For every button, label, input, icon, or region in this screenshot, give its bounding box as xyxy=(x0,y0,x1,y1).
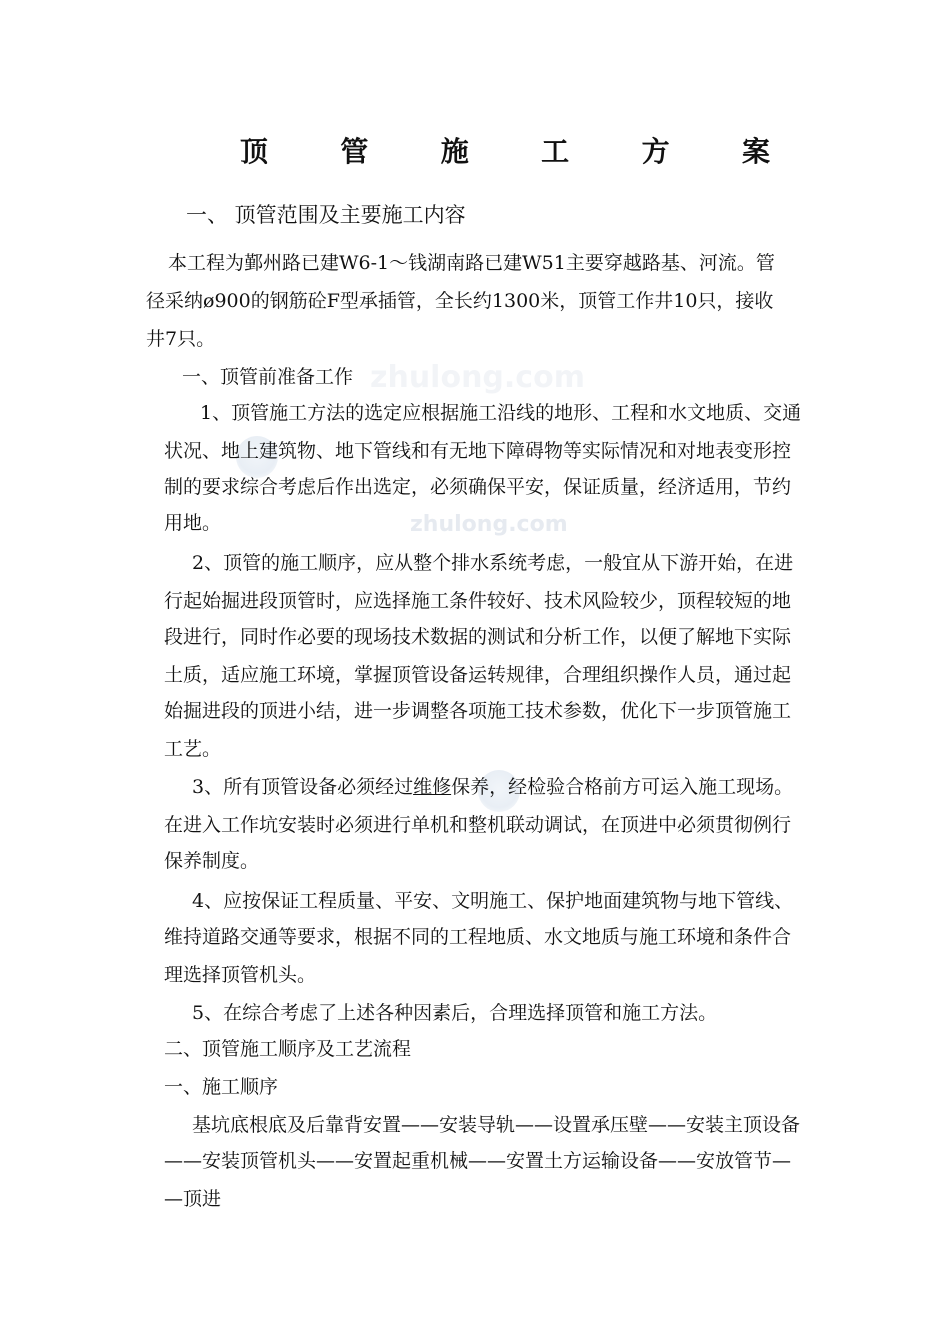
subsection-heading: 一、顶管前准备工作 xyxy=(182,366,354,388)
document-title xyxy=(240,130,770,170)
paragraph-line xyxy=(192,768,793,806)
paragraph-line: 用地。 xyxy=(164,512,222,534)
title-char: 管 xyxy=(340,135,369,168)
intro-line: 井7只。 xyxy=(146,328,216,350)
paragraph-line: 理选择顶管机头。 xyxy=(164,964,317,986)
paragraph-line: 状况、地上建筑物、地下管线和有无地下障碍物等实际情况和对地表变形控 xyxy=(164,440,792,462)
paragraph-line: 2、顶管的施工顺序，应从整个排水系统考虑，一般宜从下游开始，在进 xyxy=(192,552,794,574)
intro-line: 本工程为鄞州路已建W6-1～钱湖南路已建W51主要穿越路基、河流。管 xyxy=(168,252,775,274)
title-char: 施 xyxy=(440,135,469,168)
paragraph-line: 始掘进段的顶进小结，进一步调整各项施工技术参数，优化下一步顶管施工 xyxy=(164,700,792,722)
paragraph-line: ——安装顶管机头——安置起重机械——安置土方运输设备——安放管节— xyxy=(164,1150,792,1172)
paragraph-line: 维持道路交通等要求，根据不同的工程地质、水文地质与施工环境和条件合 xyxy=(164,926,792,948)
underlined-term: 维修 xyxy=(413,776,452,798)
paragraph-line: 保养制度。 xyxy=(164,850,260,872)
paragraph-line: 1、顶管施工方法的选定应根据施工沿线的地形、工程和水文地质、交通 xyxy=(200,402,802,424)
paragraph-line: 土质，适应施工环境，掌握顶管设备运转规律，合理组织操作人员，通过起 xyxy=(164,664,792,686)
title-char: 工 xyxy=(541,135,570,168)
section-heading: 二、顶管施工顺序及工艺流程 xyxy=(164,1038,412,1060)
watermark-text: zhulong.com xyxy=(370,360,585,395)
paragraph-line: 工艺。 xyxy=(164,738,222,760)
paragraph-line: 在进入工作坑安装时必须进行单机和整机联动调试，在顶进中必须贯彻例行 xyxy=(164,814,792,836)
subsection-heading: 一、施工顺序 xyxy=(164,1076,279,1098)
paragraph-line: —顶进 xyxy=(164,1188,222,1210)
paragraph-line: 段进行，同时作必要的现场技术数据的测试和分析工作，以便了解地下实际 xyxy=(164,626,792,648)
paragraph-text: 保养，经检验合格前方可运入施工现场。 xyxy=(451,776,794,798)
section-heading: 一、 顶管范围及主要施工内容 xyxy=(186,203,466,227)
paragraph-line: 基坑底根底及后靠背安置——安装导轨——设置承压壁——安装主顶设备 xyxy=(192,1114,801,1136)
title-char: 顶 xyxy=(240,135,269,168)
paragraph-line: 5、在综合考虑了上述各种因素后，合理选择顶管和施工方法。 xyxy=(192,1002,718,1024)
title-char: 案 xyxy=(741,135,770,168)
intro-line: 径采纳ø900的钢筋砼F型承插管，全长约1300米，顶管工作井10只，接收 xyxy=(146,290,774,312)
title-char: 方 xyxy=(641,135,670,168)
paragraph-line: 行起始掘进段顶管时，应选择施工条件较好、技术风险较少，顶程较短的地 xyxy=(164,590,792,612)
paragraph-line: 制的要求综合考虑后作出选定，必须确保平安，保证质量，经济适用，节约 xyxy=(164,476,792,498)
paragraph-line: 4、应按保证工程质量、平安、文明施工、保护地面建筑物与地下管线、 xyxy=(192,890,794,912)
watermark-text: zhulong.com xyxy=(410,512,568,537)
paragraph-text: 3、所有顶管设备必须经过 xyxy=(192,776,414,798)
